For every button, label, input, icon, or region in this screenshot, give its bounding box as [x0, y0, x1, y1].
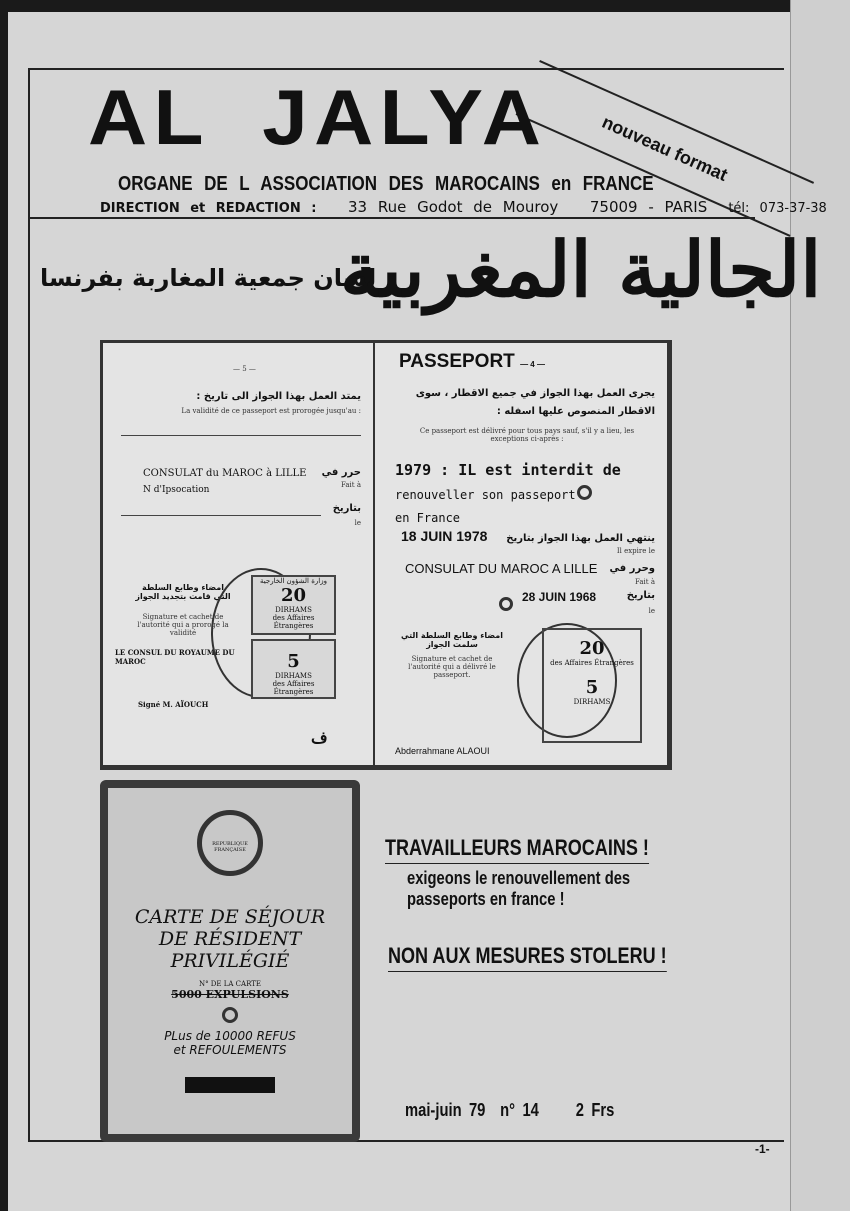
issue-date: mai-juin 79 [405, 1100, 486, 1120]
le-label: le [354, 519, 361, 527]
title-al: AL [88, 73, 210, 161]
stamp-label: des Affaires Étrangères [272, 680, 315, 696]
stamp-value: 5 [287, 651, 300, 672]
passport-image [100, 340, 672, 770]
passport-heading [399, 351, 545, 373]
circle-mark [222, 1007, 238, 1023]
stamp-label: des Affaires Étrangères [550, 659, 634, 667]
headline-stoleru: NON AUX MESURES STOLERU ! [388, 943, 667, 972]
carte-line-2: DE RÉSIDENT [158, 928, 302, 950]
title-jalya: JALYA [262, 73, 548, 161]
signature-french: Signature et cachet de l'autorité qui a délivré le passeport. [408, 655, 496, 679]
fait-a: Fait à [634, 578, 655, 586]
signature-arabic: امضاء وطابع السلطة التي سلمت الجواز [401, 631, 503, 649]
fiscal-stamp-5 [251, 639, 336, 699]
stamp-label: des Affaires Étrangères [272, 614, 315, 630]
validity-arabic: يمتد العمل بهذا الجواز الى تاريخ : [196, 391, 361, 402]
issue-date: 28 JUIN 1968 [522, 590, 597, 604]
passport-left-page [103, 343, 375, 765]
issue-info [405, 1100, 614, 1121]
handwritten-note-1: PLus de 10000 REFUS [164, 1029, 296, 1043]
holder-name: Abderrahmane ALAOUI [395, 746, 490, 756]
signature-arabic: امضاء وطابع السلطة التي قامت بتجديد الجواز [135, 583, 231, 601]
masthead-subtitle: ORGANE DE L ASSOCIATION DES MAROCAINS en FRANCE [118, 173, 654, 195]
direction-label: DIRECTION et REDACTION : [100, 201, 317, 216]
stamp-unit: DIRHAMS [275, 606, 312, 614]
page-footer-letter: ف [311, 728, 328, 747]
issued-at: CONSULAT du MAROC à LILLE [143, 468, 307, 479]
headline-exigeons [407, 868, 630, 909]
expiry-arabic: ينتهي العمل بهذا الجواز بتاريخ [506, 533, 655, 544]
circle-mark [577, 485, 592, 500]
stamp-value: 20 [579, 638, 605, 659]
signature-french: Signature et cachet de l'autorité qui a prorogé la validité [137, 613, 229, 637]
le-label: le [648, 607, 655, 615]
banner-text: nouveau format [599, 111, 731, 185]
fiscal-stamps [542, 628, 642, 743]
fait-a: Fait à [340, 481, 361, 489]
heading-text: PASSEPORT [399, 351, 515, 372]
carte-line-3: PRIVILÉGIÉ [170, 950, 290, 972]
issue-number: n° 14 [500, 1100, 539, 1120]
exigeons-line-1: exigeons le renouvellement des [407, 868, 631, 888]
validity-arabic: يجرى العمل بهذا الجواز في جميع الاقطار ، سوى الاقطار المنصوص عليها اسفله : [415, 388, 655, 417]
headline-travailleurs: TRAVAILLEURS MAROCAINS ! [385, 835, 649, 864]
validity-french: Ce passeport est délivré pour tous pays sauf, s'il y a lieu, les exceptions ci-après : [419, 427, 635, 443]
republic-seal: REPUBLIQUE FRANÇAISE [197, 810, 263, 876]
stamp-value: 20 [280, 585, 307, 606]
arabic-title: الجالية المغربية [340, 225, 822, 314]
fiscal-stamp-20 [251, 575, 336, 635]
city: 75009 - PARIS [589, 198, 708, 216]
divider [30, 217, 755, 219]
page-number: — 5 — [233, 365, 256, 373]
handwritten-note-2: renouveller son passeport [395, 488, 576, 502]
passport-right-page [377, 343, 667, 765]
handwritten-note-2: et REFOULEMENTS [173, 1043, 287, 1057]
stamp-unit: DIRHAMS [573, 698, 611, 706]
expire-french: Il expire le [616, 547, 655, 555]
redacted-bar [185, 1077, 275, 1093]
issue-price: 2 Frs [575, 1100, 615, 1120]
carte-line-1: CARTE DE SÉJOUR [134, 906, 326, 928]
masthead-title [88, 73, 548, 161]
signed-name: Signé M. AÏOUCH [138, 700, 209, 709]
handwritten-note-3: en France [395, 511, 461, 525]
issued-at: CONSULAT DU MAROC A LILLE [405, 561, 598, 576]
consul-label: LE CONSUL DU ROYAUME DU MAROC [115, 648, 235, 666]
page-number: -1- [755, 1142, 770, 1156]
stamp-arabic: وزارة الشؤون الخارجية [260, 577, 327, 585]
date-arabic: بتاريخ [332, 503, 361, 514]
expiry-date: 18 JUIN 1978 [401, 528, 488, 544]
masthead-address [100, 198, 827, 216]
struck-text: 5000 EXPULSIONS [171, 988, 289, 1001]
date-line [121, 515, 321, 516]
validity-french: La validité de ce passeport est prorogée jusqu'au : [181, 407, 361, 415]
stamp-unit: DIRHAMS [275, 672, 312, 680]
arabic-subtitle: لسان جمعية المغاربة بفرنسا [40, 264, 377, 292]
handwritten-note-1: 1979 : IL est interdit de [395, 461, 621, 479]
issued-arabic: حرر في [321, 467, 361, 478]
date-arabic: بتاريخ [626, 590, 655, 601]
stamp-value: 5 [585, 677, 599, 698]
exigeons-line-2: passeports en france ! [407, 888, 565, 909]
circle-mark [499, 597, 513, 611]
issued-arabic: وحرر في [609, 563, 655, 574]
carte-de-sejour-image [100, 780, 360, 1142]
page-number: — 4 — [520, 360, 545, 369]
number-label: N d'Ipsocation [143, 485, 210, 495]
blank-line [121, 435, 361, 436]
address: 33 Rue Godot de Mouroy [348, 198, 559, 216]
telephone: tél: 073-37-38 [728, 201, 827, 216]
card-number-label: N° DE LA CARTE [198, 980, 262, 988]
